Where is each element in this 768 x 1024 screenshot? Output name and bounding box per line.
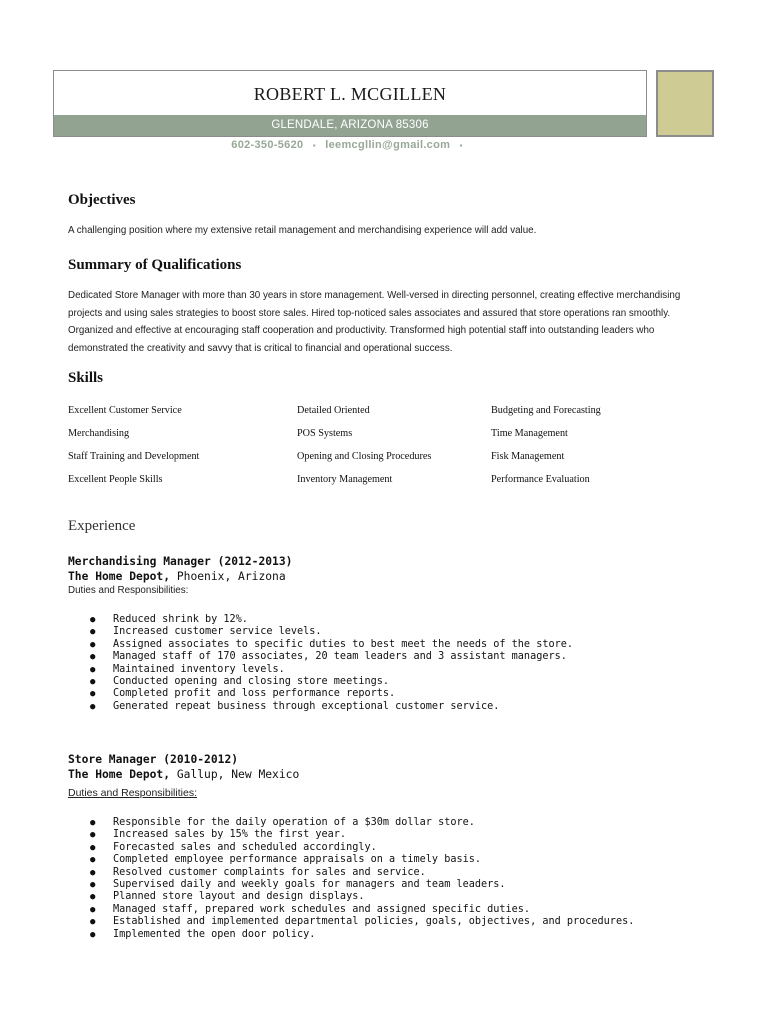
skill-item: POS Systems — [297, 428, 353, 439]
bullet-icon: ● — [90, 652, 96, 663]
job-duties-list — [68, 614, 708, 713]
skill-item: Time Management — [491, 428, 568, 439]
job-title — [68, 555, 292, 568]
skill-item: Staff Training and Development — [68, 451, 200, 462]
bullet-icon: ● — [90, 867, 96, 878]
company-name: The Home Depot, — [68, 768, 171, 781]
skill-item: Budgeting and Forecasting — [491, 405, 601, 416]
company-name: The Home Depot, — [68, 570, 171, 583]
summary-heading: Summary of Qualifications — [68, 257, 242, 273]
phone-number: 602-350-5620 — [231, 139, 304, 151]
list-item: ● Responsible for the daily operation of a $30m dollar store. — [90, 817, 475, 828]
job-years: (2012-2013) — [217, 555, 293, 568]
skill-item: Excellent People Skills — [68, 474, 163, 485]
candidate-name: ROBERT L. MCGILLEN — [253, 84, 447, 104]
bullet-icon: ● — [90, 879, 96, 890]
list-item: ● Established and implemented departmental policies, goals, objectives, and procedures. — [90, 916, 635, 928]
bullet-icon: ● — [90, 639, 96, 650]
location-bar: GLENDALE, ARIZONA 85306 — [54, 115, 646, 136]
skill-item: Merchandising — [68, 428, 130, 439]
list-item: ● Increased customer service levels. — [90, 626, 322, 638]
list-item: ● Managed staff of 170 associates, 20 team leaders and 3 assistant managers. — [90, 651, 567, 663]
photo-placeholder — [656, 70, 714, 137]
bullet-icon: ● — [90, 855, 96, 866]
bullet-icon: ● — [90, 664, 96, 675]
job-role: Merchandising Manager — [68, 555, 211, 568]
list-item: ● Implemented the open door policy. — [90, 928, 316, 940]
company-location: Phoenix, Arizona — [176, 570, 286, 583]
list-item: ● Supervised daily and weekly goals for managers and team leaders. — [90, 878, 506, 890]
list-item: ● Resolved customer complaints for sales and service. — [90, 866, 426, 878]
objectives-heading: Objectives — [68, 192, 136, 208]
bullet-icon: ● — [90, 929, 96, 940]
job-company — [68, 570, 286, 583]
job-years: (2010-2012) — [163, 753, 239, 766]
skill-item: Detailed Oriented — [297, 405, 370, 416]
separator-icon: ▪ — [459, 140, 463, 150]
list-item: ● Maintained inventory levels. — [90, 663, 285, 675]
bullet-icon: ● — [90, 917, 96, 928]
objectives-text: A challenging position where my extensive retail management and merchandising experience will add value. — [68, 225, 537, 236]
contact-line — [53, 139, 647, 151]
job-role: Store Manager — [68, 753, 157, 766]
list-item: ● Increased sales by 15% the first year. — [90, 829, 347, 841]
skill-item: Performance Evaluation — [491, 474, 590, 485]
summary-text: Dedicated Store Manager with more than 30 years in store management. Well-versed in directing personnel, creating effective merchandising projects and using sales strategies to boost store sales. Hired top-noticed sales associates and assured that store operations ran smoothly. Organized and effective at encouraging staff cooperation and productivity. Transformed high potential staff into outstanding leaders who demonstrated the creativity and savvy that is critical to financial and operational success. — [68, 290, 681, 354]
list-item: ● Forecasted sales and scheduled accordingly. — [90, 841, 377, 853]
bullet-icon: ● — [90, 676, 96, 687]
bullet-icon: ● — [90, 689, 96, 700]
experience-heading: Experience — [68, 518, 136, 534]
skills-heading: Skills — [68, 370, 104, 386]
separator-icon: ▪ — [312, 140, 316, 150]
bullet-icon: ● — [90, 818, 96, 828]
list-item: ● Conducted opening and closing store meetings. — [90, 675, 390, 687]
skill-item: Fisk Management — [491, 451, 565, 462]
company-location: Gallup, New Mexico — [176, 768, 300, 781]
job-duties-list — [68, 817, 708, 941]
duties-label: Duties and Responsibilities: — [68, 787, 197, 799]
email-address: leemcgllin@gmail.com — [325, 139, 451, 151]
resume-header — [53, 70, 647, 137]
list-item: ● Completed profit and loss performance reports. — [90, 688, 396, 700]
list-item: ● Planned store layout and design displays. — [90, 891, 365, 903]
skill-item: Inventory Management — [297, 474, 393, 485]
skill-item: Opening and Closing Procedures — [297, 451, 432, 462]
list-item: ● Assigned associates to specific duties to best meet the needs of the store. — [90, 638, 574, 650]
bullet-icon: ● — [90, 842, 96, 853]
bullet-icon: ● — [90, 904, 96, 915]
bullet-icon: ● — [90, 701, 96, 712]
list-item: ● Generated repeat business through exceptional customer service. — [90, 700, 500, 712]
job-title — [68, 753, 238, 766]
bullet-icon: ● — [90, 830, 96, 841]
bullet-icon: ● — [90, 627, 96, 638]
list-item: ● Completed employee performance appraisals on a timely basis. — [90, 854, 482, 866]
duties-label: Duties and Responsibilities: — [68, 585, 189, 596]
list-item: ● Managed staff, prepared work schedules and assigned specific duties. — [90, 903, 531, 915]
bullet-icon: ● — [90, 892, 96, 903]
skill-item: Excellent Customer Service — [68, 405, 182, 416]
bullet-icon: ● — [90, 615, 96, 625]
list-item: ● Reduced shrink by 12%. — [90, 614, 248, 625]
job-company — [68, 768, 299, 781]
